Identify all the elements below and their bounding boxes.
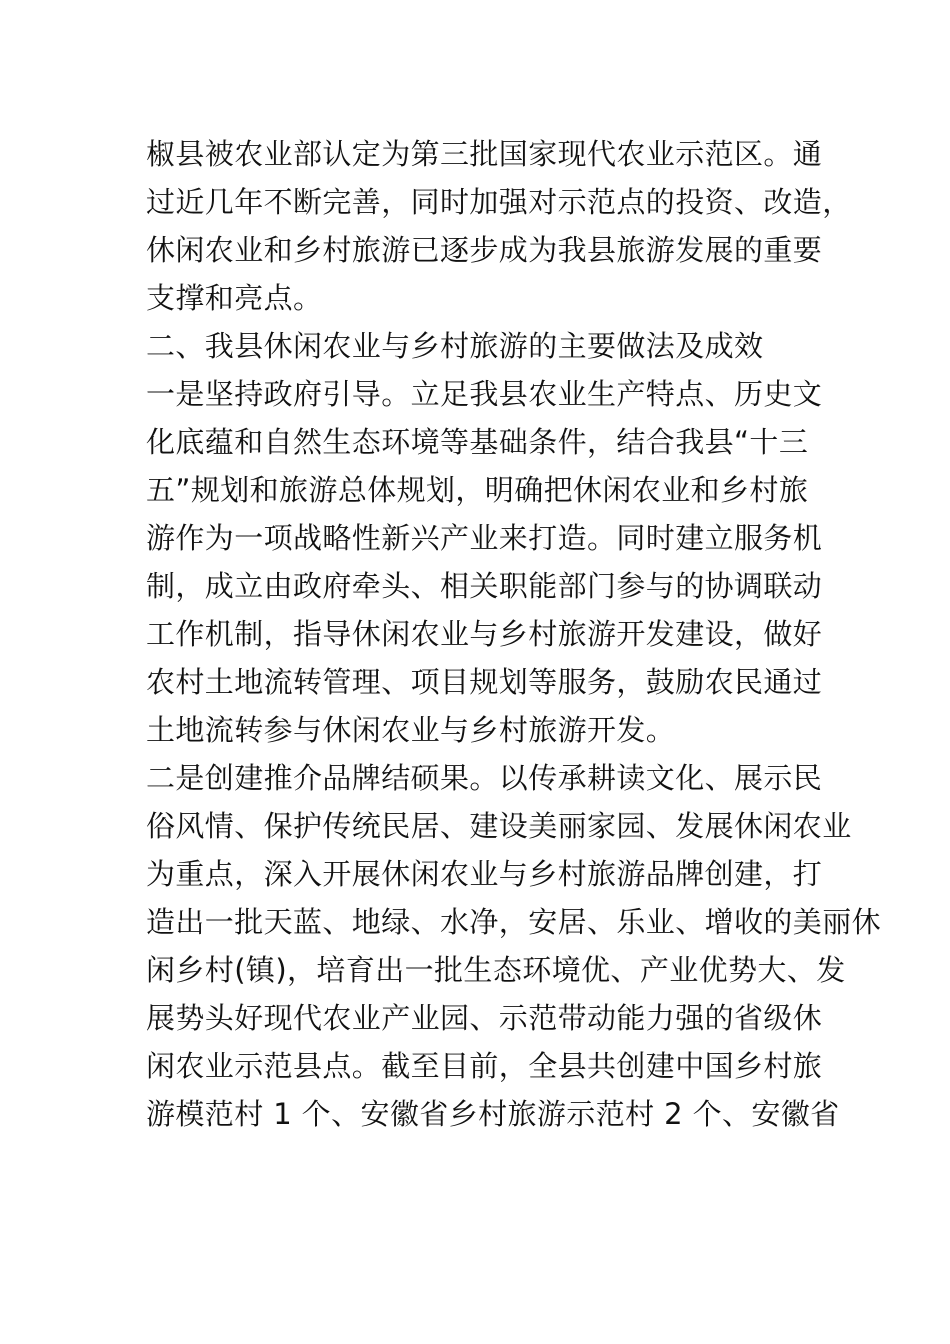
text-line-1: 椒县被农业部认定为第三批国家现代农业示范区。通 <box>146 137 823 171</box>
text-line-15: 俗风情、保护传统民居、建设美丽家园、发展休闲农业 <box>146 809 852 843</box>
text-line-20: 闲农业示范县点。截至目前，全县共创建中国乡村旅 <box>146 1049 823 1083</box>
text-line-9: 游作为一项战略性新兴产业来打造。同时建立服务机 <box>146 521 823 555</box>
text-line-14: 二是创建推介品牌结硕果。以传承耕读文化、展示民 <box>146 761 823 795</box>
document-body <box>146 130 882 1138</box>
text-line-2: 过近几年不断完善，同时加强对示范点的投资、改造， <box>146 185 852 219</box>
text-line-17: 造出一批天蓝、地绿、水净，安居、乐业、增收的美丽休 <box>146 905 882 939</box>
section-heading: 二、我县休闲农业与乡村旅游的主要做法及成效 <box>146 329 764 363</box>
text-line-18: 闲乡村(镇)，培育出一批生态环境优、产业优势大、发 <box>146 953 846 987</box>
text-line-19: 展势头好现代农业产业园、示范带动能力强的省级休 <box>146 1001 823 1035</box>
text-line-11: 工作机制，指导休闲农业与乡村旅游开发建设，做好 <box>146 617 823 651</box>
text-line-8: 五”规划和旅游总体规划，明确把休闲农业和乡村旅 <box>146 473 809 507</box>
text-line-12: 农村土地流转管理、项目规划等服务，鼓励农民通过 <box>146 665 823 699</box>
text-line-7: 化底蕴和自然生态环境等基础条件，结合我县“十三 <box>146 425 809 459</box>
text-line-6: 一是坚持政府引导。立足我县农业生产特点、历史文 <box>146 377 823 411</box>
text-line-13: 土地流转参与休闲农业与乡村旅游开发。 <box>146 713 676 747</box>
text-line-16: 为重点，深入开展休闲农业与乡村旅游品牌创建，打 <box>146 857 823 891</box>
text-line-10: 制，成立由政府牵头、相关职能部门参与的协调联动 <box>146 569 823 603</box>
text-line-21: 游模范村 1 个、安徽省乡村旅游示范村 2 个、安徽省 <box>146 1097 840 1131</box>
text-line-4: 支撑和亮点。 <box>146 281 323 315</box>
text-line-3: 休闲农业和乡村旅游已逐步成为我县旅游发展的重要 <box>146 233 823 267</box>
